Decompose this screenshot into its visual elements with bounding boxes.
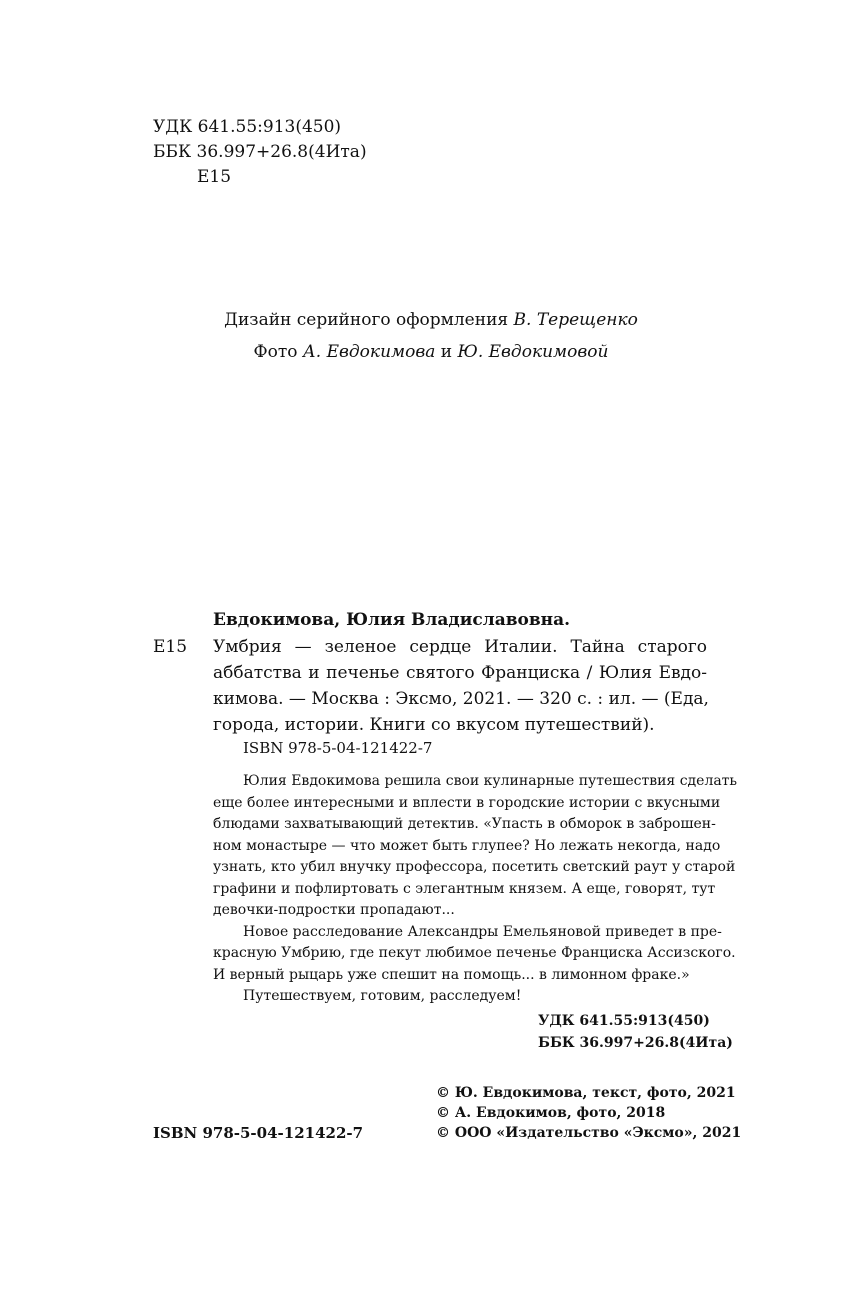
design-credit-name: В. Терещенко	[513, 310, 638, 330]
photo-credit-name-1: А. Евдокимова	[302, 342, 436, 362]
bibliographic-author: Евдокимова, Юлия Владиславовна.	[213, 610, 571, 630]
copyright-block	[436, 1083, 741, 1143]
bibliographic-line: аббатства и печенье святого Франциска / Юлия Евдо-	[213, 663, 707, 683]
annotation-line: Новое расследование Александры Емельяновой приведет в пре-	[243, 923, 722, 940]
udk-code: УДК 641.55:913(450)	[153, 117, 342, 137]
photo-credit-and: и	[435, 342, 458, 362]
bibliographic-author-mark: Е15	[153, 637, 188, 657]
bibliographic-line: кимова. — Москва : Эксмо, 2021. — 320 с. : ил. — (Еда,	[213, 689, 709, 709]
annotation-line: блюдами захватывающий детектив. «Упасть в обморок в заброшен-	[213, 816, 716, 832]
credits-block	[0, 304, 845, 368]
copyright-line: © А. Евдокимов, фото, 2018	[436, 1105, 666, 1121]
annotation-line: И верный рыцарь уже спешит на помощь... в лимонном фраке.»	[213, 966, 690, 983]
annotation-line: девочки-подростки пропадают...	[213, 902, 455, 918]
author-mark: Е15	[197, 167, 232, 187]
annotation-line: узнать, кто убил внучку профессора, посетить светский раут у старой	[213, 859, 736, 875]
annotation-line: Путешествуем, готовим, расследуем!	[243, 988, 522, 1004]
design-credit-prefix: Дизайн серийного оформления	[224, 310, 514, 330]
annotation-line: еще более интересными и вплести в городские истории с вкусными	[213, 794, 721, 811]
isbn-bottom: ISBN 978-5-04-121422-7	[153, 1124, 364, 1142]
annotation-line: ном монастыре — что может быть глупее? Но лежать некогда, надо	[213, 837, 721, 854]
bibliographic-description	[213, 634, 707, 738]
photo-credit	[0, 336, 845, 368]
annotation	[213, 771, 738, 1008]
photo-credit-name-2: Ю. Евдокимовой	[457, 342, 609, 362]
bibliographic-isbn: ISBN 978-5-04-121422-7	[243, 739, 433, 757]
annotation-line: красную Умбрию, где пекут любимое печенье Франциска Ассизского.	[213, 945, 736, 961]
bibliographic-line: Умбрия — зеленое сердце Италии. Тайна старого	[213, 637, 707, 657]
photo-credit-prefix: Фото	[253, 342, 303, 362]
bbk-code-bottom: ББК 36.997+26.8(4Ита)	[538, 1034, 733, 1051]
udk-code-bottom: УДК 641.55:913(450)	[538, 1013, 710, 1029]
annotation-line: Юлия Евдокимова решила свои кулинарные путешествия сделать	[243, 773, 738, 789]
copyright-line: © ООО «Издательство «Эксмо», 2021	[436, 1125, 742, 1141]
bbk-code: ББК 36.997+26.8(4Ита)	[153, 142, 367, 162]
bottom-classification-codes	[538, 1011, 733, 1054]
bibliographic-line: города, истории. Книги со вкусом путешествий).	[213, 715, 655, 735]
copyright-line: © Ю. Евдокимова, текст, фото, 2021	[436, 1085, 736, 1101]
design-credit	[0, 304, 845, 336]
top-classification-codes	[153, 115, 367, 190]
annotation-line: графини и пофлиртовать с элегантным князем. А еще, говорят, тут	[213, 880, 716, 897]
